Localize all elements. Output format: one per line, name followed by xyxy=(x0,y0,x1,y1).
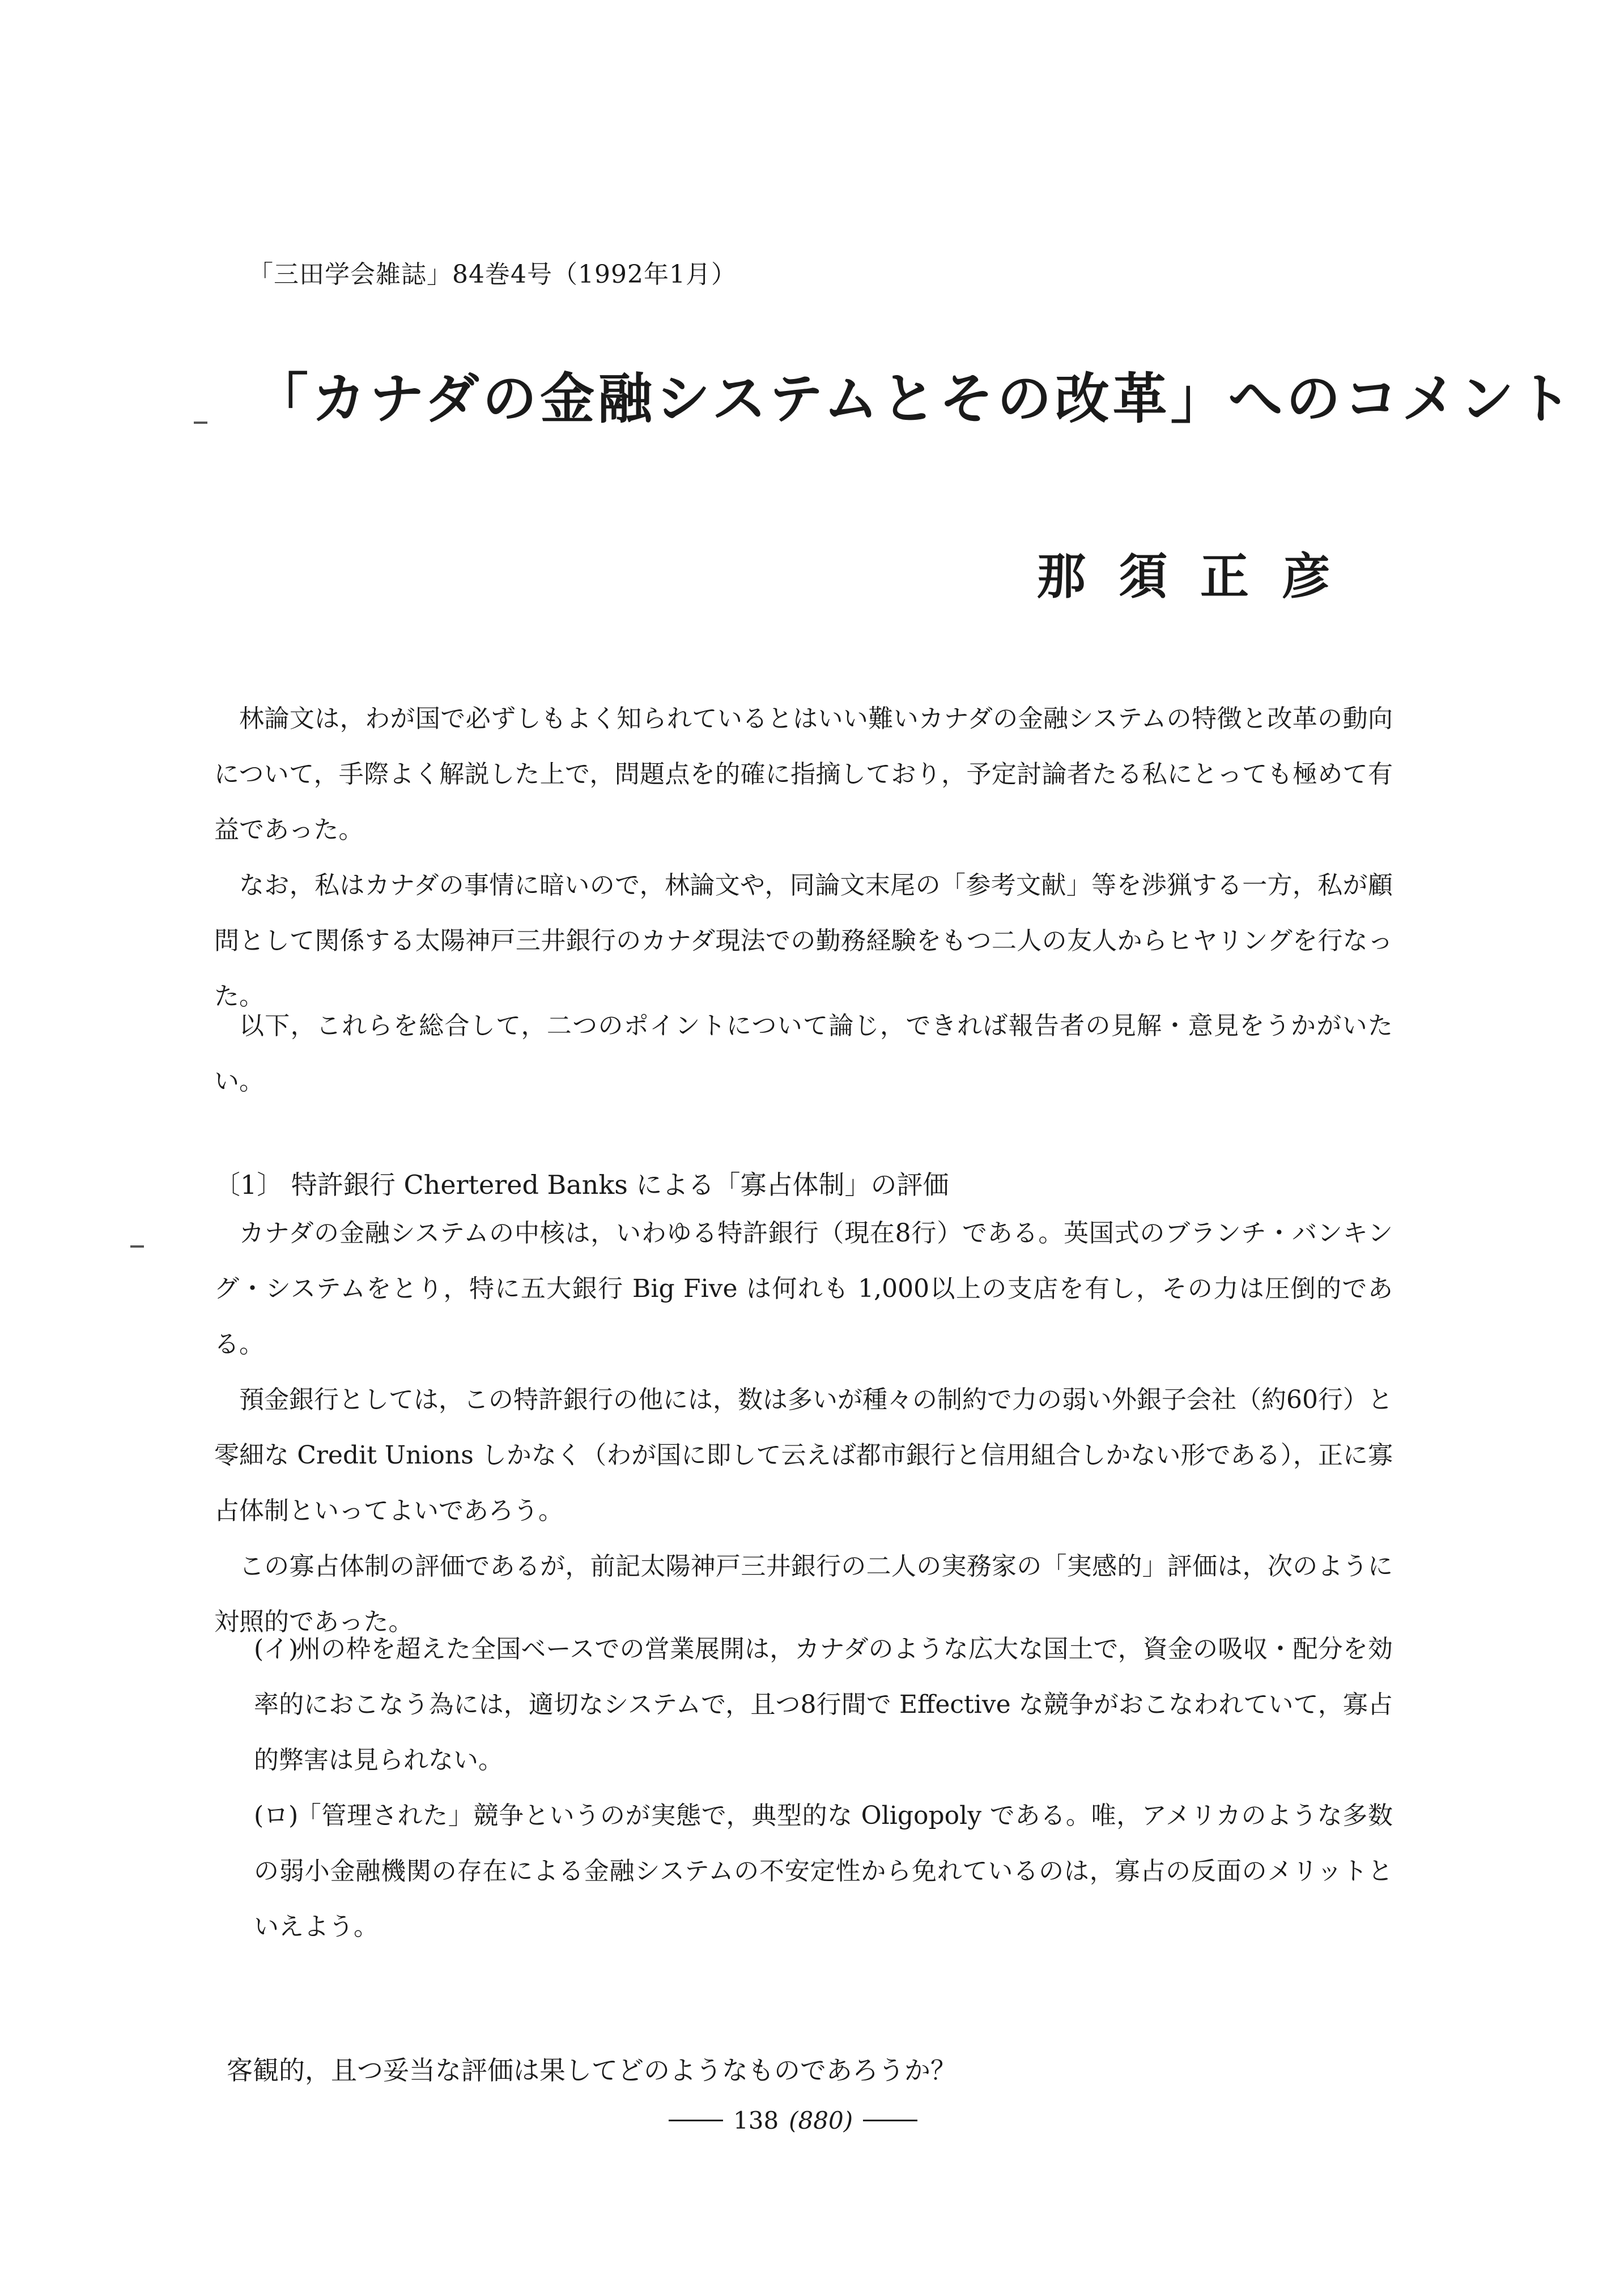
closing-question: 客観的，且つ妥当な評価は果してどのようなものであろうか？ xyxy=(227,2055,956,2086)
list-item-text: 「管理された」競争というのが実態で，典型的な Oligopoly である。唯，アメリカのような多数の弱小金融機関の存在による金融システムの不安定性から免れているのは，寡占の反面のメリットといえよう。 xyxy=(254,1801,1393,1941)
list-item-marker: (ロ) xyxy=(254,1801,299,1830)
section-heading: 〔1〕 特許銀行 Chertered Banks による「寡占体制」の評価 xyxy=(214,1169,949,1200)
footer-dash-left xyxy=(669,2120,723,2121)
list-item-text: 州の枠を超えた全国ベースでの営業展開は，カナダのような広大な国土で，資金の吸収・配分を効率的におこなう為には，適切なシステムで，且つ8行間で Effective な競争がおこなわれていて，寡占的弊害は見られない。 xyxy=(254,1635,1393,1775)
intro-paragraph-1: 林論文は，わが国で必ずしもよく知られているとはいい難いカナダの金融システムの特徴と改革の動向について，手際よく解説した上で，問題点を的確に指摘しており，予定討論者たる私にとっても極めて有益であった。 xyxy=(214,704,1393,844)
list-item xyxy=(254,1622,1393,1788)
section-paragraph-2: 預金銀行としては，この特許銀行の他には，数は多いが種々の制約で力の弱い外銀子会社（約60行）と零細な Credit Unions しかなく（わが国に即して云えば都市銀行と信用組合しかない形である），正に寡占体制といってよいであろう。 xyxy=(214,1385,1393,1525)
journal-citation: 「三田学会雑誌」84巻4号（1992年1月） xyxy=(248,260,737,289)
footer-dash-right xyxy=(863,2120,917,2121)
intro-paragraph-3: 以下，これらを総合して，二つのポイントについて論じ，できれば報告者の見解・意見をうかがいたい。 xyxy=(214,1011,1393,1096)
list-item xyxy=(254,1788,1393,1955)
margin-mark xyxy=(130,1245,144,1248)
page-footer xyxy=(669,2107,917,2134)
section-paragraph-1: カナダの金融システムの中核は，いわゆる特許銀行（現在8行）である。英国式のブランチ・バンキング・システムをとり，特に五大銀行 Big Five は何れも 1,000以上の支店を有し，その力は圧倒的である。 xyxy=(214,1219,1393,1359)
section-paragraph-3: この寡占体制の評価であるが，前記太陽神戸三井銀行の二人の実務家の「実感的」評価は，次のように対照的であった。 xyxy=(214,1552,1393,1636)
list-item-marker: (イ) xyxy=(254,1635,299,1664)
margin-mark xyxy=(194,422,207,424)
intro-paragraph-2: なお，私はカナダの事情に暗いので，林論文や，同論文末尾の「参考文献」等を渉猟する一方，私が顧問として関係する太陽神戸三井銀行のカナダ現法での勤務経験をもつ二人の友人からヒヤリングを行なった。 xyxy=(214,871,1393,1011)
article-title: 「カナダの金融システムとその改革」へのコメント xyxy=(254,367,1575,431)
page-total: (880) xyxy=(789,2107,853,2134)
author-name: 那須正彦 xyxy=(1037,548,1363,605)
page-number: 138 xyxy=(733,2107,779,2134)
